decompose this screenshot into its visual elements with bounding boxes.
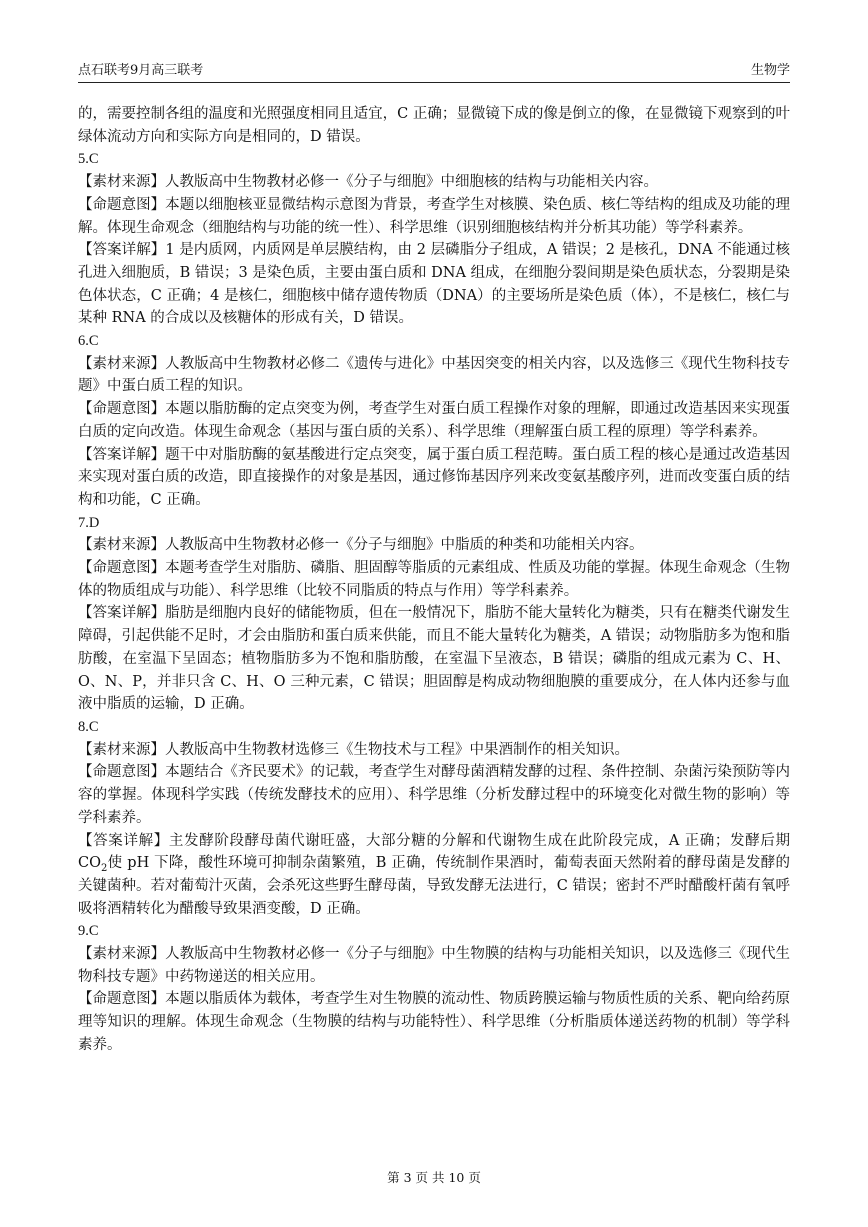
header-subject: 生物学: [750, 63, 790, 78]
material-source: 【素材来源】人教版高中生物教材必修二《遗传与进化》中基因突变的相关内容，以及选修三《现代生物科技专题》中蛋白质工程的知识。: [78, 355, 790, 395]
question-number: 7.D: [78, 514, 100, 531]
design-intent: 【命题意图】本题结合《齐民要术》的记载，考查学生对酵母菌酒精发酵的过程、条件控制、杂菌污染预防等内容的掌握。体现科学实践（传统发酵技术的应用）、科学思维（分析发酵过程中的环境变化对微生物的影响）等学科素养。: [78, 764, 790, 826]
design-intent: 【命题意图】本题以脂肪酶的定点突变为例，考查学生对蛋白质工程操作对象的理解，即通过改造基因来实现蛋白质的定向改造。体现生命观念（基因与蛋白质的关系）、科学思维（理解蛋白质工程的原理）等学科素养。: [78, 401, 790, 440]
question-number: 8.C: [78, 718, 99, 735]
header-exam-name: 点石联考9月高三联考: [78, 63, 204, 78]
subscript: 2: [100, 863, 108, 875]
answer-text-part: 【答案详解】主发酵阶段酵母菌代谢旺盛，大部分糖的分解和代谢物生成在此阶段完成，A 正确；发酵后期 CO: [78, 832, 790, 872]
answer-explanation: 【答案详解】脂肪是细胞内良好的储能物质，但在一般情况下，脂肪不能大量转化为糖类，只有在糖类代谢发生障碍，引起供能不足时，才会由脂肪和蛋白质来供能，而且不能大量转化为糖类，A 错误；动物脂肪多为饱和脂肪酸，在室温下呈固态；植物脂肪多为不饱和脂肪酸，在室温下呈液态，B 错误；磷脂的组成元素为 C、H、O、N、P，并非只含 C、H、O 三种元素，C 错误；胆固醇是构成动物细胞膜的重要成分，在人体内还参与血液中脂质的运输，D 正确。: [78, 605, 790, 713]
design-intent: 【命题意图】本题以细胞核亚显微结构示意图为背景，考查学生对核膜、染色质、核仁等结构的组成及功能的理解。体现生命观念（细胞结构与功能的统一性）、科学思维（识别细胞核结构并分析其功能）等学科素养。: [78, 196, 790, 236]
material-source: 【素材来源】人教版高中生物教材选修三《生物技术与工程》中果酒制作的相关知识。: [78, 741, 629, 758]
lead-paragraph: 的，需要控制各组的温度和光照强度相同且适宜，C 正确；显微镜下成的像是倒立的像，在显微镜下观察到的叶绿体流动方向和实际方向是相同的，D 错误。: [78, 106, 790, 145]
material-source: 【素材来源】人教版高中生物教材必修一《分子与细胞》中细胞核的结构与功能相关内容。: [78, 174, 658, 191]
answer-explanation: [78, 830, 790, 921]
material-source: 【素材来源】人教版高中生物教材必修一《分子与细胞》中生物膜的结构与功能相关知识，以及选修三《现代生物科技专题》中药物递送的相关应用。: [78, 946, 790, 985]
answer-text-part: 使 pH 下降，酸性环境可抑制杂菌繁殖，B 正确，传统制作果酒时，葡萄表面天然附着的酵母菌是发酵的关键菌种。若对葡萄汁灭菌，会杀死这些野生酵母菌，导致发酵无法进行，C 错误；密封不严时醋酸杆菌有氧呼吸将酒精转化为醋酸导致果酒变酸，D 正确。: [78, 855, 790, 917]
question-number: 5.C: [78, 151, 99, 168]
material-source: 【素材来源】人教版高中生物教材必修一《分子与细胞》中脂质的种类和功能相关内容。: [78, 537, 644, 554]
design-intent: 【命题意图】本题考查学生对脂肪、磷脂、胆固醇等脂质的元素组成、性质及功能的掌握。体现生命观念（生物体的物质组成与功能）、科学思维（比较不同脂质的特点与作用）等学科素养。: [78, 560, 790, 599]
answer-explanation: 【答案详解】1 是内质网，内质网是单层膜结构，由 2 层磷脂分子组成，A 错误；2 是核孔，DNA 不能通过核孔进入细胞质，B 错误；3 是染色质，主要由蛋白质和 DNA 组成，在细胞分裂间期是染色质状态，分裂期是染色体状态，C 正确；4 是核仁，细胞核中储存遗传物质（DNA）的主要场所是染色质（体），不是核仁，核仁与某种 RNA 的合成以及核糖体的形成有关，D 错误。: [78, 242, 790, 327]
page-footer: 第 3 页 共 10 页: [387, 1170, 481, 1185]
page-content: [78, 103, 790, 1057]
answer-explanation: 【答案详解】题干中对脂肪酶的氨基酸进行定点突变，属于蛋白质工程范畴。蛋白质工程的核心是通过改造基因来实现对蛋白质的改造，即直接操作的对象是基因，通过修饰基因序列来改变氨基酸序列，进而改变蛋白质的结构和功能，C 正确。: [78, 446, 790, 508]
question-number: 6.C: [78, 333, 99, 350]
design-intent: 【命题意图】本题以脂质体为载体，考查学生对生物膜的流动性、物质跨膜运输与物质性质的关系、靶向给药原理等知识的理解。体现生命观念（生物膜的结构与功能特性）、科学思维（分析脂质体递送药物的机制）等学科素养。: [78, 991, 790, 1053]
page-header: [78, 60, 790, 83]
question-number: 9.C: [78, 923, 99, 940]
